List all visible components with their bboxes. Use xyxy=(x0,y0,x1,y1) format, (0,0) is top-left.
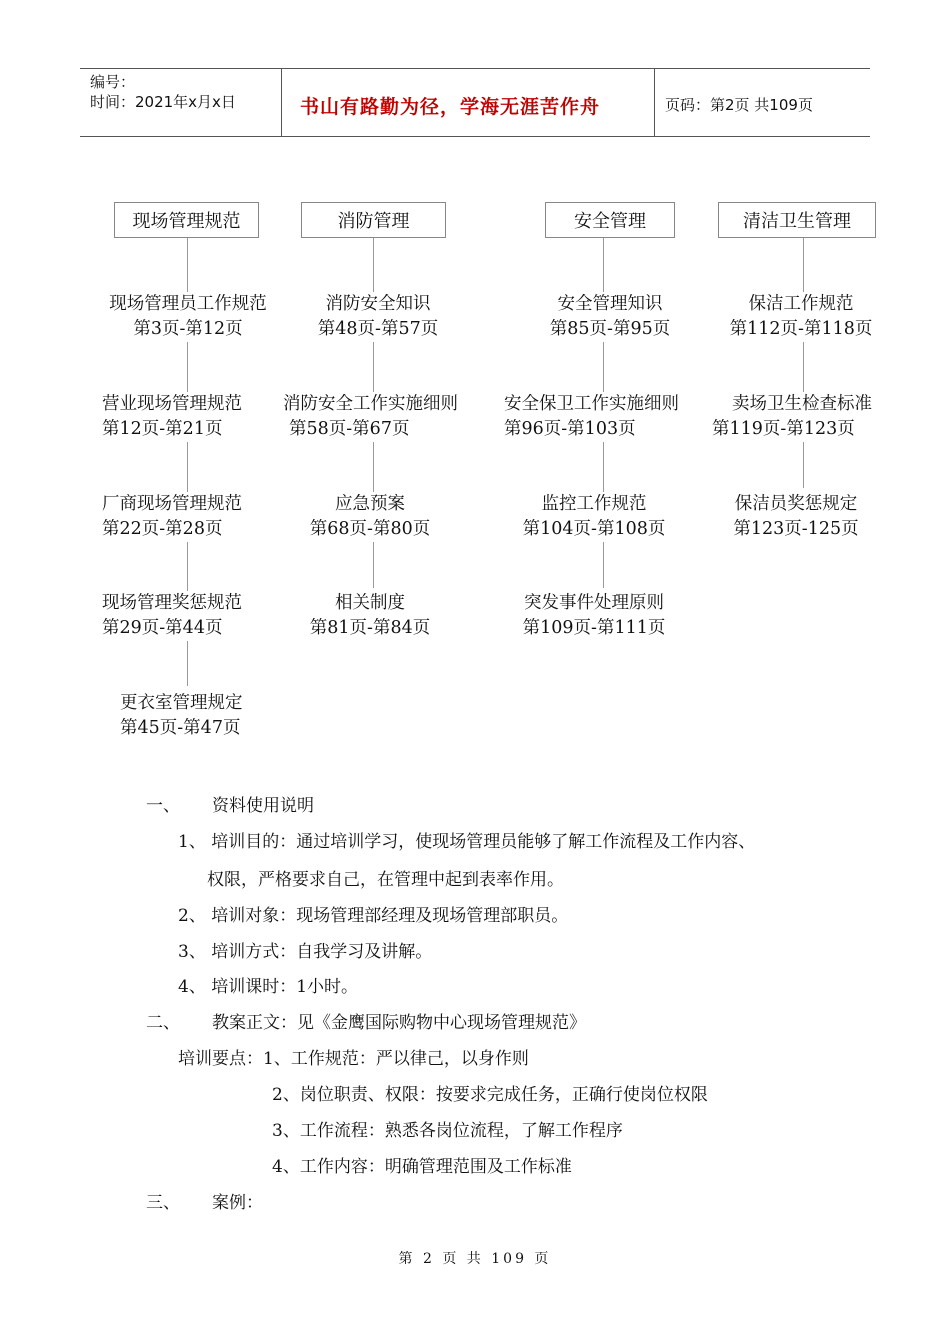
chart-item xyxy=(283,392,458,442)
chart-item xyxy=(292,492,448,542)
chart-item-pages: 第45页-第47页 xyxy=(120,716,243,741)
chart-item-name: 应急预案 xyxy=(292,492,448,517)
chart-item-pages: 第68页-第80页 xyxy=(292,517,448,542)
chart-item xyxy=(102,492,242,542)
chart-item-name: 营业现场管理规范 xyxy=(102,392,242,417)
chart-item-pages: 第109页-第111页 xyxy=(514,616,674,641)
chart-item-name: 安全保卫工作实施细则 xyxy=(504,392,679,417)
section-1-para-1-cont: 权限，严格要求自己，在管理中起到表率作用。 xyxy=(207,870,564,890)
chart-box-safety-management: 安全管理 xyxy=(545,202,675,238)
chart-box-site-management: 现场管理规范 xyxy=(114,202,259,238)
chart-item xyxy=(720,492,872,542)
page-footer: 第 2 页 共 109 页 xyxy=(398,1251,552,1267)
chart-item-name: 相关制度 xyxy=(292,591,448,616)
chart-item-name: 现场管理员工作规范 xyxy=(102,292,274,317)
chart-item-name: 更衣室管理规定 xyxy=(120,691,243,716)
section-2-number: 二、 xyxy=(146,1013,180,1033)
chart-item-pages: 第96页-第103页 xyxy=(504,417,679,442)
section-3-number: 三、 xyxy=(146,1193,180,1213)
chart-item-pages: 第3页-第12页 xyxy=(102,317,274,342)
chart-item-pages: 第29页-第44页 xyxy=(102,616,242,641)
chart-item-pages: 第123页-125页 xyxy=(720,517,872,542)
chart-item xyxy=(530,292,690,342)
chart-item xyxy=(102,392,242,442)
header-divider-right xyxy=(654,68,655,136)
doc-date-label: 时间：2021年x月x日 xyxy=(90,93,236,111)
chart-box-fire-management: 消防管理 xyxy=(301,202,446,238)
chart-item xyxy=(300,292,456,342)
chart-item xyxy=(120,691,243,741)
header-divider-left xyxy=(281,68,282,136)
key-point-2: 2、岗位职责、权限：按要求完成任务，正确行使岗位权限 xyxy=(272,1085,708,1105)
chart-item-name: 厂商现场管理规范 xyxy=(102,492,242,517)
chart-item-name: 卖场卫生检查标准 xyxy=(712,392,872,417)
chart-item-pages: 第85页-第95页 xyxy=(530,317,690,342)
chart-item xyxy=(514,591,674,641)
connector-col-4 xyxy=(803,238,804,488)
chart-item-name: 保洁工作规范 xyxy=(720,292,882,317)
chart-item-name: 消防安全知识 xyxy=(300,292,456,317)
chart-item-pages: 第112页-第118页 xyxy=(720,317,882,342)
chart-box-cleaning-management: 清洁卫生管理 xyxy=(718,202,876,238)
chart-item xyxy=(292,591,448,641)
chart-item xyxy=(102,292,274,342)
section-1-para-3: 3、 培训方式：自我学习及讲解。 xyxy=(178,942,433,962)
section-1-para-2: 2、 培训对象：现场管理部经理及现场管理部职员。 xyxy=(178,906,569,926)
chart-item-name: 安全管理知识 xyxy=(530,292,690,317)
header-page-info: 页码：第2页 共109页 xyxy=(665,96,813,114)
chart-item xyxy=(102,591,242,641)
section-1-title: 资料使用说明 xyxy=(212,796,314,816)
section-1-number: 一、 xyxy=(146,796,180,816)
chart-item-pages: 第104页-第108页 xyxy=(514,517,674,542)
key-point-4: 4、工作内容：明确管理范围及工作标准 xyxy=(272,1157,572,1177)
chart-item-pages: 第119页-第123页 xyxy=(712,417,872,442)
section-1-para-1: 1、 培训目的：通过培训学习，使现场管理员能够了解工作流程及工作内容、 xyxy=(178,832,756,852)
chart-item-pages: 第58页-第67页 xyxy=(283,417,458,442)
section-1-para-4: 4、 培训课时：1小时。 xyxy=(178,977,359,997)
chart-item xyxy=(720,292,882,342)
doc-number-label: 编号： xyxy=(90,73,136,91)
key-point-1: 培训要点：1、工作规范：严以律己，以身作则 xyxy=(178,1049,529,1069)
chart-item-pages: 第48页-第57页 xyxy=(300,317,456,342)
chart-item-name: 监控工作规范 xyxy=(514,492,674,517)
chart-item-name: 现场管理奖惩规范 xyxy=(102,591,242,616)
chart-item-name: 保洁员奖惩规定 xyxy=(720,492,872,517)
header-bottom-rule xyxy=(80,136,870,137)
section-3-title: 案例： xyxy=(212,1193,263,1213)
key-point-3: 3、工作流程：熟悉各岗位流程，了解工作程序 xyxy=(272,1121,623,1141)
chart-item xyxy=(514,492,674,542)
section-2-title: 教案正文：见《金鹰国际购物中心现场管理规范》 xyxy=(212,1013,586,1033)
chart-item xyxy=(504,392,679,442)
chart-item-pages: 第81页-第84页 xyxy=(292,616,448,641)
chart-item-pages: 第22页-第28页 xyxy=(102,517,242,542)
header-motto: 书山有路勤为径，学海无涯苦作舟 xyxy=(300,96,601,118)
chart-item-pages: 第12页-第21页 xyxy=(102,417,242,442)
header-top-rule xyxy=(80,68,870,69)
chart-item xyxy=(712,392,872,442)
chart-item-name: 突发事件处理原则 xyxy=(514,591,674,616)
chart-item-name: 消防安全工作实施细则 xyxy=(283,392,458,417)
